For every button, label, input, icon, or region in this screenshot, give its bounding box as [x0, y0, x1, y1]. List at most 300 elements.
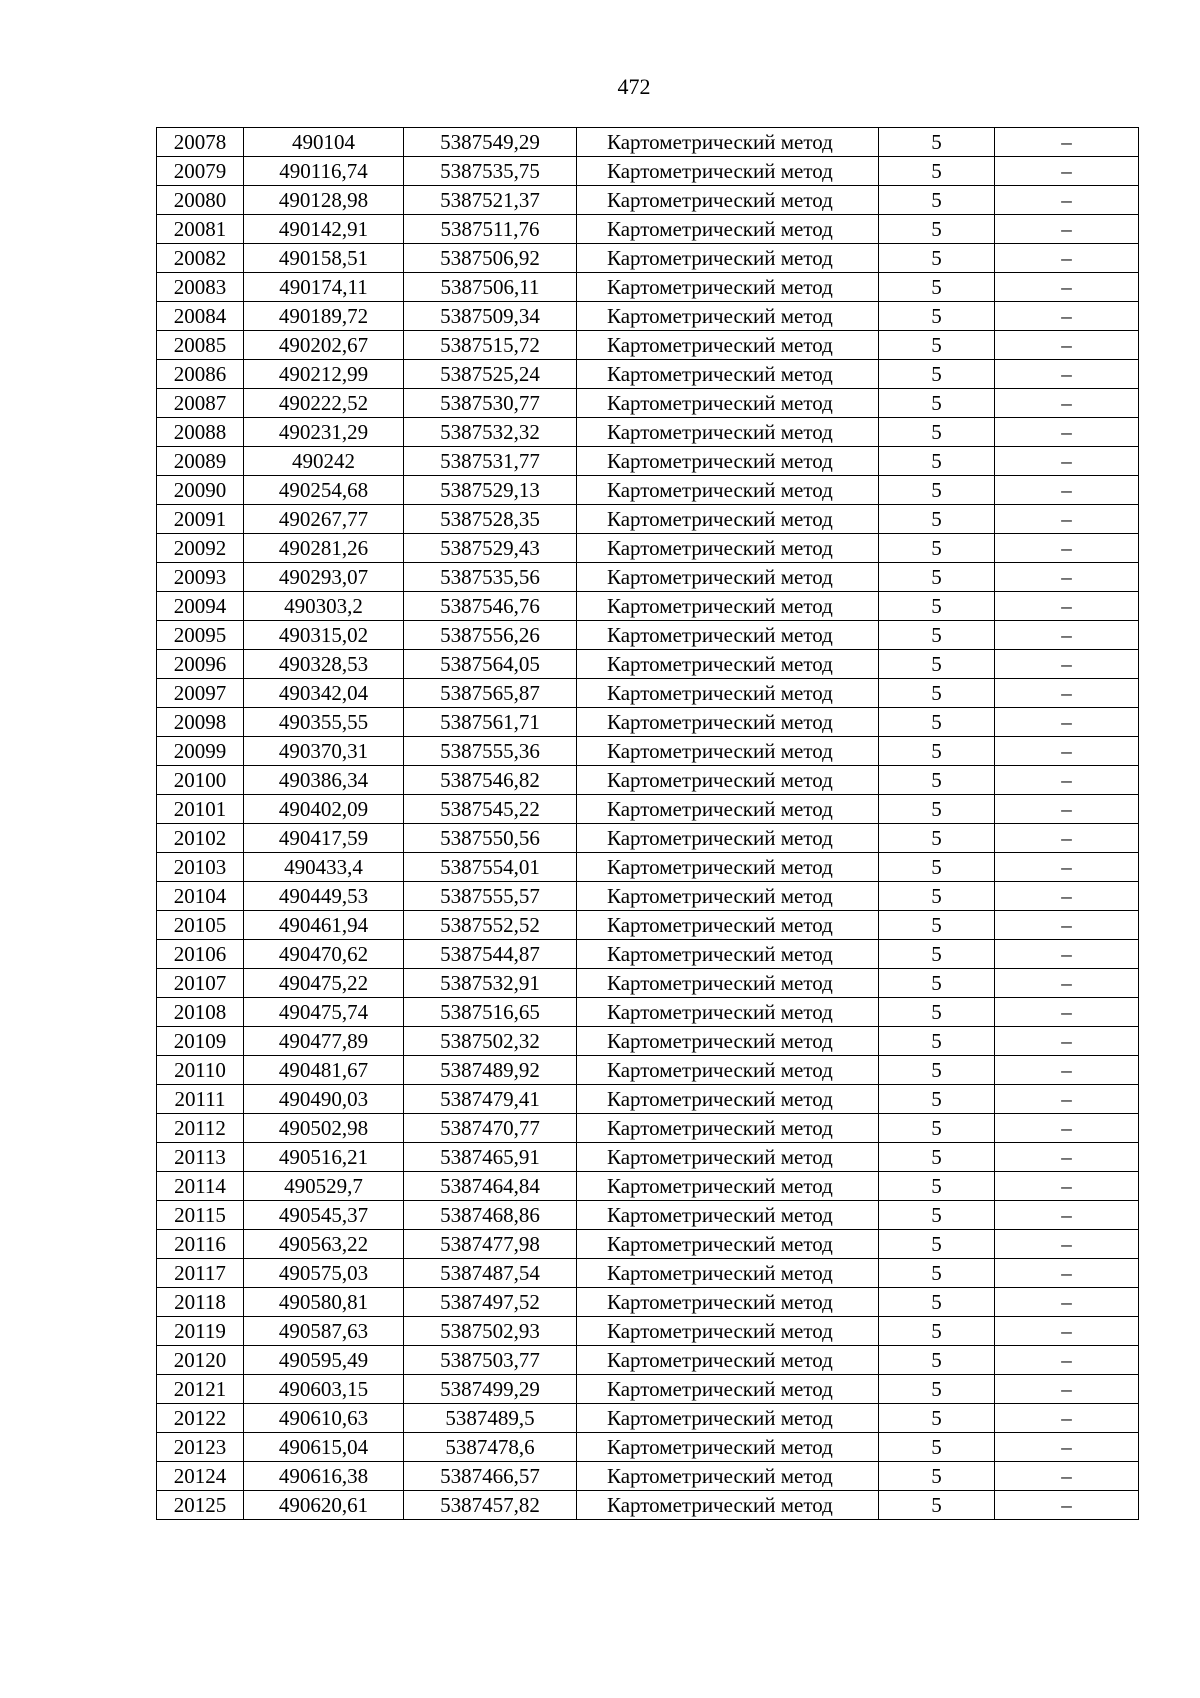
table-row — [157, 592, 1139, 621]
table-row — [157, 824, 1139, 853]
accuracy-cell: 5 — [879, 1143, 995, 1172]
note-cell: – — [995, 766, 1139, 795]
x-coordinate-cell: 490461,94 — [244, 911, 404, 940]
accuracy-cell: 5 — [879, 1491, 995, 1520]
x-coordinate-cell: 490231,29 — [244, 418, 404, 447]
note-cell: – — [995, 244, 1139, 273]
note-cell: – — [995, 1230, 1139, 1259]
method-cell: Картометрический метод — [577, 534, 879, 563]
method-cell: Картометрический метод — [577, 505, 879, 534]
point-number-cell: 20101 — [157, 795, 244, 824]
y-coordinate-cell: 5387532,91 — [404, 969, 577, 998]
x-coordinate-cell: 490281,26 — [244, 534, 404, 563]
point-number-cell: 20100 — [157, 766, 244, 795]
note-cell: – — [995, 1288, 1139, 1317]
x-coordinate-cell: 490502,98 — [244, 1114, 404, 1143]
point-number-cell: 20086 — [157, 360, 244, 389]
table-row — [157, 708, 1139, 737]
accuracy-cell: 5 — [879, 737, 995, 766]
point-number-cell: 20089 — [157, 447, 244, 476]
accuracy-cell: 5 — [879, 1114, 995, 1143]
x-coordinate-cell: 490202,67 — [244, 331, 404, 360]
x-coordinate-cell: 490212,99 — [244, 360, 404, 389]
note-cell: – — [995, 1172, 1139, 1201]
accuracy-cell: 5 — [879, 1375, 995, 1404]
table-row — [157, 1375, 1139, 1404]
point-number-cell: 20080 — [157, 186, 244, 215]
table-row — [157, 1404, 1139, 1433]
note-cell: – — [995, 331, 1139, 360]
y-coordinate-cell: 5387509,34 — [404, 302, 577, 331]
table-row — [157, 940, 1139, 969]
method-cell: Картометрический метод — [577, 563, 879, 592]
note-cell: – — [995, 1056, 1139, 1085]
y-coordinate-cell: 5387564,05 — [404, 650, 577, 679]
note-cell: – — [995, 1259, 1139, 1288]
table-row — [157, 1172, 1139, 1201]
point-number-cell: 20109 — [157, 1027, 244, 1056]
y-coordinate-cell: 5387487,54 — [404, 1259, 577, 1288]
method-cell: Картометрический метод — [577, 824, 879, 853]
y-coordinate-cell: 5387561,71 — [404, 708, 577, 737]
note-cell: – — [995, 650, 1139, 679]
method-cell: Картометрический метод — [577, 1027, 879, 1056]
point-number-cell: 20110 — [157, 1056, 244, 1085]
point-number-cell: 20091 — [157, 505, 244, 534]
point-number-cell: 20079 — [157, 157, 244, 186]
note-cell: – — [995, 824, 1139, 853]
y-coordinate-cell: 5387535,75 — [404, 157, 577, 186]
accuracy-cell: 5 — [879, 911, 995, 940]
accuracy-cell: 5 — [879, 1172, 995, 1201]
table-row — [157, 1491, 1139, 1520]
point-number-cell: 20092 — [157, 534, 244, 563]
y-coordinate-cell: 5387555,57 — [404, 882, 577, 911]
x-coordinate-cell: 490615,04 — [244, 1433, 404, 1462]
table-row — [157, 476, 1139, 505]
table-row — [157, 1259, 1139, 1288]
x-coordinate-cell: 490342,04 — [244, 679, 404, 708]
note-cell: – — [995, 679, 1139, 708]
note-cell: – — [995, 1027, 1139, 1056]
table-row — [157, 331, 1139, 360]
x-coordinate-cell: 490158,51 — [244, 244, 404, 273]
y-coordinate-cell: 5387529,13 — [404, 476, 577, 505]
point-number-cell: 20084 — [157, 302, 244, 331]
table-row — [157, 1230, 1139, 1259]
table-row — [157, 273, 1139, 302]
note-cell: – — [995, 1346, 1139, 1375]
method-cell: Картометрический метод — [577, 1085, 879, 1114]
x-coordinate-cell: 490116,74 — [244, 157, 404, 186]
method-cell: Картометрический метод — [577, 1462, 879, 1491]
x-coordinate-cell: 490222,52 — [244, 389, 404, 418]
point-number-cell: 20112 — [157, 1114, 244, 1143]
x-coordinate-cell: 490595,49 — [244, 1346, 404, 1375]
note-cell: – — [995, 563, 1139, 592]
method-cell: Картометрический метод — [577, 447, 879, 476]
accuracy-cell: 5 — [879, 1027, 995, 1056]
x-coordinate-cell: 490315,02 — [244, 621, 404, 650]
method-cell: Картометрический метод — [577, 1172, 879, 1201]
accuracy-cell: 5 — [879, 244, 995, 273]
accuracy-cell: 5 — [879, 505, 995, 534]
y-coordinate-cell: 5387552,52 — [404, 911, 577, 940]
note-cell: – — [995, 1201, 1139, 1230]
method-cell: Картометрический метод — [577, 969, 879, 998]
y-coordinate-cell: 5387556,26 — [404, 621, 577, 650]
table-row — [157, 128, 1139, 157]
y-coordinate-cell: 5387535,56 — [404, 563, 577, 592]
x-coordinate-cell: 490104 — [244, 128, 404, 157]
method-cell: Картометрический метод — [577, 1288, 879, 1317]
accuracy-cell: 5 — [879, 650, 995, 679]
x-coordinate-cell: 490355,55 — [244, 708, 404, 737]
method-cell: Картометрический метод — [577, 1346, 879, 1375]
note-cell: – — [995, 737, 1139, 766]
method-cell: Картометрический метод — [577, 476, 879, 505]
y-coordinate-cell: 5387546,76 — [404, 592, 577, 621]
accuracy-cell: 5 — [879, 273, 995, 302]
accuracy-cell: 5 — [879, 186, 995, 215]
method-cell: Картометрический метод — [577, 418, 879, 447]
accuracy-cell: 5 — [879, 940, 995, 969]
table-row — [157, 418, 1139, 447]
x-coordinate-cell: 490303,2 — [244, 592, 404, 621]
note-cell: – — [995, 1375, 1139, 1404]
accuracy-cell: 5 — [879, 795, 995, 824]
note-cell: – — [995, 708, 1139, 737]
y-coordinate-cell: 5387465,91 — [404, 1143, 577, 1172]
method-cell: Картометрический метод — [577, 389, 879, 418]
x-coordinate-cell: 490417,59 — [244, 824, 404, 853]
point-number-cell: 20103 — [157, 853, 244, 882]
note-cell: – — [995, 911, 1139, 940]
accuracy-cell: 5 — [879, 476, 995, 505]
table-row — [157, 1056, 1139, 1085]
y-coordinate-cell: 5387529,43 — [404, 534, 577, 563]
note-cell: – — [995, 853, 1139, 882]
accuracy-cell: 5 — [879, 1462, 995, 1491]
table-row — [157, 302, 1139, 331]
point-number-cell: 20111 — [157, 1085, 244, 1114]
method-cell: Картометрический метод — [577, 795, 879, 824]
accuracy-cell: 5 — [879, 128, 995, 157]
y-coordinate-cell: 5387470,77 — [404, 1114, 577, 1143]
method-cell: Картометрический метод — [577, 1433, 879, 1462]
method-cell: Картометрический метод — [577, 1114, 879, 1143]
accuracy-cell: 5 — [879, 215, 995, 244]
table-row — [157, 1201, 1139, 1230]
y-coordinate-cell: 5387516,65 — [404, 998, 577, 1027]
note-cell: – — [995, 447, 1139, 476]
table-row — [157, 998, 1139, 1027]
note-cell: – — [995, 389, 1139, 418]
x-coordinate-cell: 490402,09 — [244, 795, 404, 824]
accuracy-cell: 5 — [879, 1201, 995, 1230]
y-coordinate-cell: 5387544,87 — [404, 940, 577, 969]
y-coordinate-cell: 5387466,57 — [404, 1462, 577, 1491]
y-coordinate-cell: 5387511,76 — [404, 215, 577, 244]
accuracy-cell: 5 — [879, 679, 995, 708]
point-number-cell: 20115 — [157, 1201, 244, 1230]
point-number-cell: 20099 — [157, 737, 244, 766]
note-cell: – — [995, 273, 1139, 302]
accuracy-cell: 5 — [879, 389, 995, 418]
point-number-cell: 20120 — [157, 1346, 244, 1375]
note-cell: – — [995, 998, 1139, 1027]
method-cell: Картометрический метод — [577, 621, 879, 650]
y-coordinate-cell: 5387506,11 — [404, 273, 577, 302]
method-cell: Картометрический метод — [577, 650, 879, 679]
method-cell: Картометрический метод — [577, 1230, 879, 1259]
coordinates-table-body — [157, 128, 1139, 1520]
accuracy-cell: 5 — [879, 1433, 995, 1462]
point-number-cell: 20113 — [157, 1143, 244, 1172]
point-number-cell: 20119 — [157, 1317, 244, 1346]
accuracy-cell: 5 — [879, 1404, 995, 1433]
point-number-cell: 20114 — [157, 1172, 244, 1201]
x-coordinate-cell: 490449,53 — [244, 882, 404, 911]
x-coordinate-cell: 490242 — [244, 447, 404, 476]
point-number-cell: 20096 — [157, 650, 244, 679]
table-row — [157, 1288, 1139, 1317]
point-number-cell: 20090 — [157, 476, 244, 505]
accuracy-cell: 5 — [879, 418, 995, 447]
accuracy-cell: 5 — [879, 1230, 995, 1259]
note-cell: – — [995, 969, 1139, 998]
x-coordinate-cell: 490470,62 — [244, 940, 404, 969]
point-number-cell: 20082 — [157, 244, 244, 273]
table-row — [157, 621, 1139, 650]
x-coordinate-cell: 490603,15 — [244, 1375, 404, 1404]
note-cell: – — [995, 418, 1139, 447]
y-coordinate-cell: 5387502,32 — [404, 1027, 577, 1056]
y-coordinate-cell: 5387497,52 — [404, 1288, 577, 1317]
table-row — [157, 1462, 1139, 1491]
note-cell: – — [995, 360, 1139, 389]
accuracy-cell: 5 — [879, 534, 995, 563]
point-number-cell: 20118 — [157, 1288, 244, 1317]
accuracy-cell: 5 — [879, 998, 995, 1027]
point-number-cell: 20116 — [157, 1230, 244, 1259]
x-coordinate-cell: 490481,67 — [244, 1056, 404, 1085]
y-coordinate-cell: 5387549,29 — [404, 128, 577, 157]
accuracy-cell: 5 — [879, 1317, 995, 1346]
point-number-cell: 20093 — [157, 563, 244, 592]
method-cell: Картометрический метод — [577, 1404, 879, 1433]
x-coordinate-cell: 490587,63 — [244, 1317, 404, 1346]
accuracy-cell: 5 — [879, 1288, 995, 1317]
point-number-cell: 20105 — [157, 911, 244, 940]
x-coordinate-cell: 490490,03 — [244, 1085, 404, 1114]
accuracy-cell: 5 — [879, 302, 995, 331]
accuracy-cell: 5 — [879, 1259, 995, 1288]
note-cell: – — [995, 302, 1139, 331]
point-number-cell: 20117 — [157, 1259, 244, 1288]
y-coordinate-cell: 5387503,77 — [404, 1346, 577, 1375]
point-number-cell: 20124 — [157, 1462, 244, 1491]
method-cell: Картометрический метод — [577, 1056, 879, 1085]
method-cell: Картометрический метод — [577, 766, 879, 795]
x-coordinate-cell: 490328,53 — [244, 650, 404, 679]
y-coordinate-cell: 5387499,29 — [404, 1375, 577, 1404]
point-number-cell: 20094 — [157, 592, 244, 621]
table-row — [157, 1114, 1139, 1143]
accuracy-cell: 5 — [879, 969, 995, 998]
table-row — [157, 853, 1139, 882]
y-coordinate-cell: 5387468,86 — [404, 1201, 577, 1230]
note-cell: – — [995, 592, 1139, 621]
table-row — [157, 911, 1139, 940]
y-coordinate-cell: 5387502,93 — [404, 1317, 577, 1346]
note-cell: – — [995, 128, 1139, 157]
x-coordinate-cell: 490433,4 — [244, 853, 404, 882]
accuracy-cell: 5 — [879, 766, 995, 795]
point-number-cell: 20085 — [157, 331, 244, 360]
table-row — [157, 505, 1139, 534]
method-cell: Картометрический метод — [577, 215, 879, 244]
point-number-cell: 20125 — [157, 1491, 244, 1520]
x-coordinate-cell: 490174,11 — [244, 273, 404, 302]
table-row — [157, 969, 1139, 998]
x-coordinate-cell: 490616,38 — [244, 1462, 404, 1491]
accuracy-cell: 5 — [879, 360, 995, 389]
method-cell: Картометрический метод — [577, 1259, 879, 1288]
x-coordinate-cell: 490370,31 — [244, 737, 404, 766]
x-coordinate-cell: 490475,22 — [244, 969, 404, 998]
y-coordinate-cell: 5387555,36 — [404, 737, 577, 766]
point-number-cell: 20078 — [157, 128, 244, 157]
accuracy-cell: 5 — [879, 1056, 995, 1085]
x-coordinate-cell: 490254,68 — [244, 476, 404, 505]
point-number-cell: 20088 — [157, 418, 244, 447]
accuracy-cell: 5 — [879, 824, 995, 853]
method-cell: Картометрический метод — [577, 186, 879, 215]
table-row — [157, 215, 1139, 244]
x-coordinate-cell: 490477,89 — [244, 1027, 404, 1056]
x-coordinate-cell: 490545,37 — [244, 1201, 404, 1230]
x-coordinate-cell: 490575,03 — [244, 1259, 404, 1288]
point-number-cell: 20095 — [157, 621, 244, 650]
table-row — [157, 447, 1139, 476]
point-number-cell: 20108 — [157, 998, 244, 1027]
coordinates-table — [156, 127, 1139, 1520]
method-cell: Картометрический метод — [577, 853, 879, 882]
note-cell: – — [995, 157, 1139, 186]
table-row — [157, 1317, 1139, 1346]
note-cell: – — [995, 1491, 1139, 1520]
accuracy-cell: 5 — [879, 331, 995, 360]
table-row — [157, 1346, 1139, 1375]
point-number-cell: 20087 — [157, 389, 244, 418]
table-row — [157, 650, 1139, 679]
y-coordinate-cell: 5387565,87 — [404, 679, 577, 708]
accuracy-cell: 5 — [879, 882, 995, 911]
table-row — [157, 157, 1139, 186]
table-row — [157, 563, 1139, 592]
note-cell: – — [995, 1433, 1139, 1462]
y-coordinate-cell: 5387477,98 — [404, 1230, 577, 1259]
note-cell: – — [995, 1317, 1139, 1346]
accuracy-cell: 5 — [879, 853, 995, 882]
method-cell: Картометрический метод — [577, 940, 879, 969]
y-coordinate-cell: 5387489,92 — [404, 1056, 577, 1085]
table-row — [157, 882, 1139, 911]
y-coordinate-cell: 5387489,5 — [404, 1404, 577, 1433]
y-coordinate-cell: 5387554,01 — [404, 853, 577, 882]
note-cell: – — [995, 795, 1139, 824]
x-coordinate-cell: 490386,34 — [244, 766, 404, 795]
method-cell: Картометрический метод — [577, 157, 879, 186]
accuracy-cell: 5 — [879, 447, 995, 476]
method-cell: Картометрический метод — [577, 244, 879, 273]
point-number-cell: 20081 — [157, 215, 244, 244]
table-row — [157, 1085, 1139, 1114]
accuracy-cell: 5 — [879, 708, 995, 737]
point-number-cell: 20122 — [157, 1404, 244, 1433]
point-number-cell: 20102 — [157, 824, 244, 853]
y-coordinate-cell: 5387479,41 — [404, 1085, 577, 1114]
x-coordinate-cell: 490293,07 — [244, 563, 404, 592]
y-coordinate-cell: 5387457,82 — [404, 1491, 577, 1520]
point-number-cell: 20098 — [157, 708, 244, 737]
y-coordinate-cell: 5387521,37 — [404, 186, 577, 215]
x-coordinate-cell: 490516,21 — [244, 1143, 404, 1172]
accuracy-cell: 5 — [879, 157, 995, 186]
accuracy-cell: 5 — [879, 1346, 995, 1375]
point-number-cell: 20107 — [157, 969, 244, 998]
accuracy-cell: 5 — [879, 621, 995, 650]
y-coordinate-cell: 5387528,35 — [404, 505, 577, 534]
method-cell: Картометрический метод — [577, 128, 879, 157]
table-row — [157, 766, 1139, 795]
page-number: 472 — [617, 74, 651, 99]
table-row — [157, 795, 1139, 824]
note-cell: – — [995, 476, 1139, 505]
note-cell: – — [995, 1143, 1139, 1172]
x-coordinate-cell: 490142,91 — [244, 215, 404, 244]
point-number-cell: 20106 — [157, 940, 244, 969]
accuracy-cell: 5 — [879, 563, 995, 592]
method-cell: Картометрический метод — [577, 882, 879, 911]
method-cell: Картометрический метод — [577, 1491, 879, 1520]
note-cell: – — [995, 1462, 1139, 1491]
method-cell: Картометрический метод — [577, 592, 879, 621]
accuracy-cell: 5 — [879, 1085, 995, 1114]
table-row — [157, 1433, 1139, 1462]
method-cell: Картометрический метод — [577, 1201, 879, 1230]
accuracy-cell: 5 — [879, 592, 995, 621]
x-coordinate-cell: 490580,81 — [244, 1288, 404, 1317]
note-cell: – — [995, 186, 1139, 215]
point-number-cell: 20123 — [157, 1433, 244, 1462]
note-cell: – — [995, 1085, 1139, 1114]
point-number-cell: 20121 — [157, 1375, 244, 1404]
y-coordinate-cell: 5387478,6 — [404, 1433, 577, 1462]
note-cell: – — [995, 940, 1139, 969]
table-row — [157, 389, 1139, 418]
note-cell: – — [995, 215, 1139, 244]
point-number-cell: 20083 — [157, 273, 244, 302]
note-cell: – — [995, 505, 1139, 534]
y-coordinate-cell: 5387550,56 — [404, 824, 577, 853]
method-cell: Картометрический метод — [577, 273, 879, 302]
table-row — [157, 186, 1139, 215]
x-coordinate-cell: 490267,77 — [244, 505, 404, 534]
y-coordinate-cell: 5387464,84 — [404, 1172, 577, 1201]
x-coordinate-cell: 490563,22 — [244, 1230, 404, 1259]
